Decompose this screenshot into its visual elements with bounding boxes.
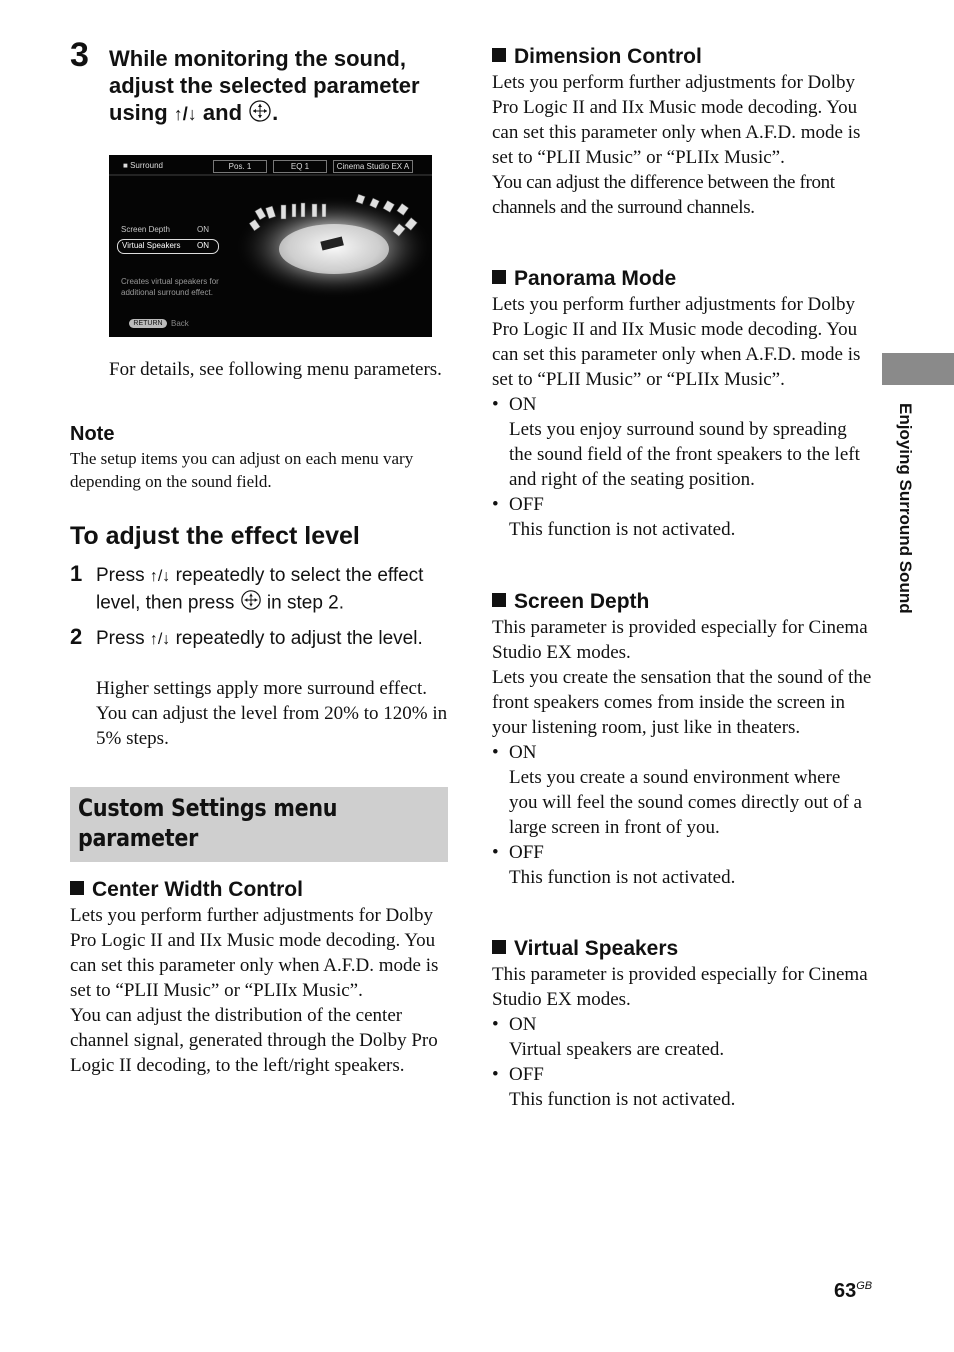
screen-tab-eq: EQ 1 — [273, 160, 327, 173]
step-detail: Higher settings apply more surround effect. You can adjust the level from 20% to 120% in 5% steps. — [96, 678, 448, 749]
bullet-icon: • — [492, 494, 499, 515]
step-line-text: and — [196, 100, 249, 125]
option-item — [492, 1062, 872, 1087]
step-text: repeatedly to select the effect level, then press — [96, 565, 424, 614]
screen-title-text: Surround — [130, 161, 163, 170]
parameter-description — [492, 962, 872, 1112]
option-label: OFF — [509, 1064, 544, 1085]
screen-depth-value: ON — [197, 225, 209, 234]
option-label: OFF — [509, 494, 544, 515]
up-down-arrows-icon: ↑/↓ — [149, 631, 171, 648]
banner-line: parameter — [78, 824, 199, 852]
option-description: This function is not activated. — [509, 1089, 736, 1110]
parameter-heading — [492, 937, 678, 961]
option-label: ON — [509, 1014, 537, 1035]
bullet-icon: • — [492, 742, 499, 763]
screen-surround-title: ■ Surround — [123, 161, 163, 170]
paragraph: Lets you perform further adjustments for Dolby Pro Logic II and IIx Music mode decoding. You can set this parameter only when A.F.D. mode is set to “PLII Music” or “PLIIx Music”. — [492, 72, 861, 168]
return-key-icon: RETURN — [129, 319, 167, 328]
step-text: in step 2. — [261, 592, 345, 614]
step-line — [109, 99, 454, 129]
enter-button-icon — [248, 99, 272, 129]
bullet-icon: • — [492, 1014, 499, 1035]
step-text: Press — [96, 565, 150, 586]
parameter-description — [492, 615, 872, 890]
step-number: 1 — [70, 561, 83, 586]
virtual-speakers-label: Virtual Speakers — [122, 241, 181, 250]
paragraph: This parameter is provided especially for Cinema Studio EX modes. — [492, 964, 868, 1010]
square-bullet-icon — [492, 270, 506, 284]
chapter-label — [891, 403, 915, 663]
square-bullet-icon — [70, 881, 84, 895]
paragraph: This parameter is provided especially for Cinema Studio EX modes. — [492, 617, 868, 663]
step-number: 3 — [70, 36, 89, 74]
menu-screenshot — [109, 155, 432, 337]
return-back-label: Back — [171, 319, 189, 328]
screen-description: additional surround effect. — [121, 288, 213, 297]
option-item — [492, 1012, 872, 1037]
chapter-label-text: Enjoying Surround Sound — [896, 403, 915, 614]
paragraph: Lets you perform further adjustments for Dolby Pro Logic II and IIx Music mode decoding. You can set this parameter only when A.F.D. mode is set to “PLII Music” or “PLIIx Music”. — [70, 905, 439, 1001]
parameter-heading-text: Virtual Speakers — [514, 937, 679, 960]
parameter-heading — [492, 590, 649, 614]
section-banner-title — [78, 793, 388, 853]
page-number-value: 63 — [834, 1280, 857, 1302]
step-text: Press — [96, 628, 150, 649]
option-description: This function is not activated. — [509, 867, 736, 888]
virtual-speakers-value: ON — [197, 241, 209, 250]
bullet-icon: • — [492, 842, 499, 863]
step-instruction — [96, 626, 456, 652]
parameter-heading-text: Screen Depth — [514, 590, 650, 613]
screen-depth-label: Screen Depth — [121, 225, 170, 234]
option-label: OFF — [509, 842, 544, 863]
enter-button-icon — [240, 589, 262, 618]
bullet-icon: • — [492, 1064, 499, 1085]
paragraph: Lets you create the sensation that the sound of the front speakers comes from inside the screen in your listening room, just like in theaters. — [492, 667, 872, 738]
screen-tab-field: Cinema Studio EX A — [333, 160, 413, 173]
paragraph: You can adjust the difference between the front channels and the surround channels. — [492, 172, 835, 218]
bullet-icon: • — [492, 394, 499, 415]
parameter-heading-text: Dimension Control — [514, 45, 702, 68]
step-number: 2 — [70, 624, 83, 649]
option-label: ON — [509, 394, 537, 415]
up-down-arrows-icon: ↑/↓ — [173, 104, 197, 124]
note-heading: Note — [70, 423, 115, 445]
screen-tab-position: Pos. 1 — [213, 160, 267, 173]
square-bullet-icon — [492, 48, 506, 62]
step-line-text: . — [272, 100, 279, 125]
option-description: This function is not activated. — [509, 519, 736, 540]
parameter-heading — [70, 878, 303, 902]
details-text: For details, see following menu parameters. — [109, 359, 442, 380]
option-description: Lets you enjoy surround sound by spreading the sound field of the front speakers to the left and right of the seating position. — [509, 419, 860, 490]
step-instruction — [96, 563, 456, 618]
step-instruction — [109, 45, 454, 129]
up-down-arrows-icon: ↑/↓ — [149, 568, 171, 585]
option-item — [492, 392, 872, 417]
screen-description: Creates virtual speakers for — [121, 277, 219, 286]
option-item — [492, 492, 872, 517]
option-item — [492, 840, 872, 865]
parameter-heading-text: Panorama Mode — [514, 267, 677, 290]
square-bullet-icon — [492, 593, 506, 607]
step-text: repeatedly to adjust the level. — [170, 628, 423, 649]
note-text: The setup items you can adjust on each menu vary depending on the sound field. — [70, 449, 414, 491]
page-number-suffix: GB — [856, 1280, 873, 1292]
parameter-heading — [492, 45, 702, 69]
step-line: adjust the selected parameter — [109, 73, 420, 98]
parameter-description — [492, 292, 872, 542]
option-item — [492, 740, 872, 765]
parameter-description — [70, 903, 450, 1078]
step-line-text: using — [109, 100, 174, 125]
parameter-heading — [492, 267, 676, 291]
section-banner — [70, 787, 448, 862]
page-number — [834, 1280, 872, 1303]
step-line: While monitoring the sound, — [109, 46, 406, 71]
paragraph: You can adjust the distribution of the center channel signal, generated through the Dolby Pro Logic II decoding, to the left/right speakers. — [70, 1005, 438, 1076]
option-description: Virtual speakers are created. — [509, 1039, 725, 1060]
chapter-tab — [882, 353, 954, 385]
section-heading: To adjust the effect level — [70, 522, 360, 550]
banner-line: Custom Settings menu — [78, 794, 338, 822]
paragraph: Lets you perform further adjustments for Dolby Pro Logic II and IIx Music mode decoding. You can set this parameter only when A.F.D. mode is set to “PLII Music” or “PLIIx Music”. — [492, 294, 861, 390]
parameter-description — [492, 70, 872, 220]
square-bullet-icon — [492, 940, 506, 954]
option-description: Lets you create a sound environment where you will feel the sound comes directly out of a large screen in front of you. — [509, 767, 862, 838]
option-label: ON — [509, 742, 537, 763]
parameter-heading-text: Center Width Control — [92, 878, 303, 901]
